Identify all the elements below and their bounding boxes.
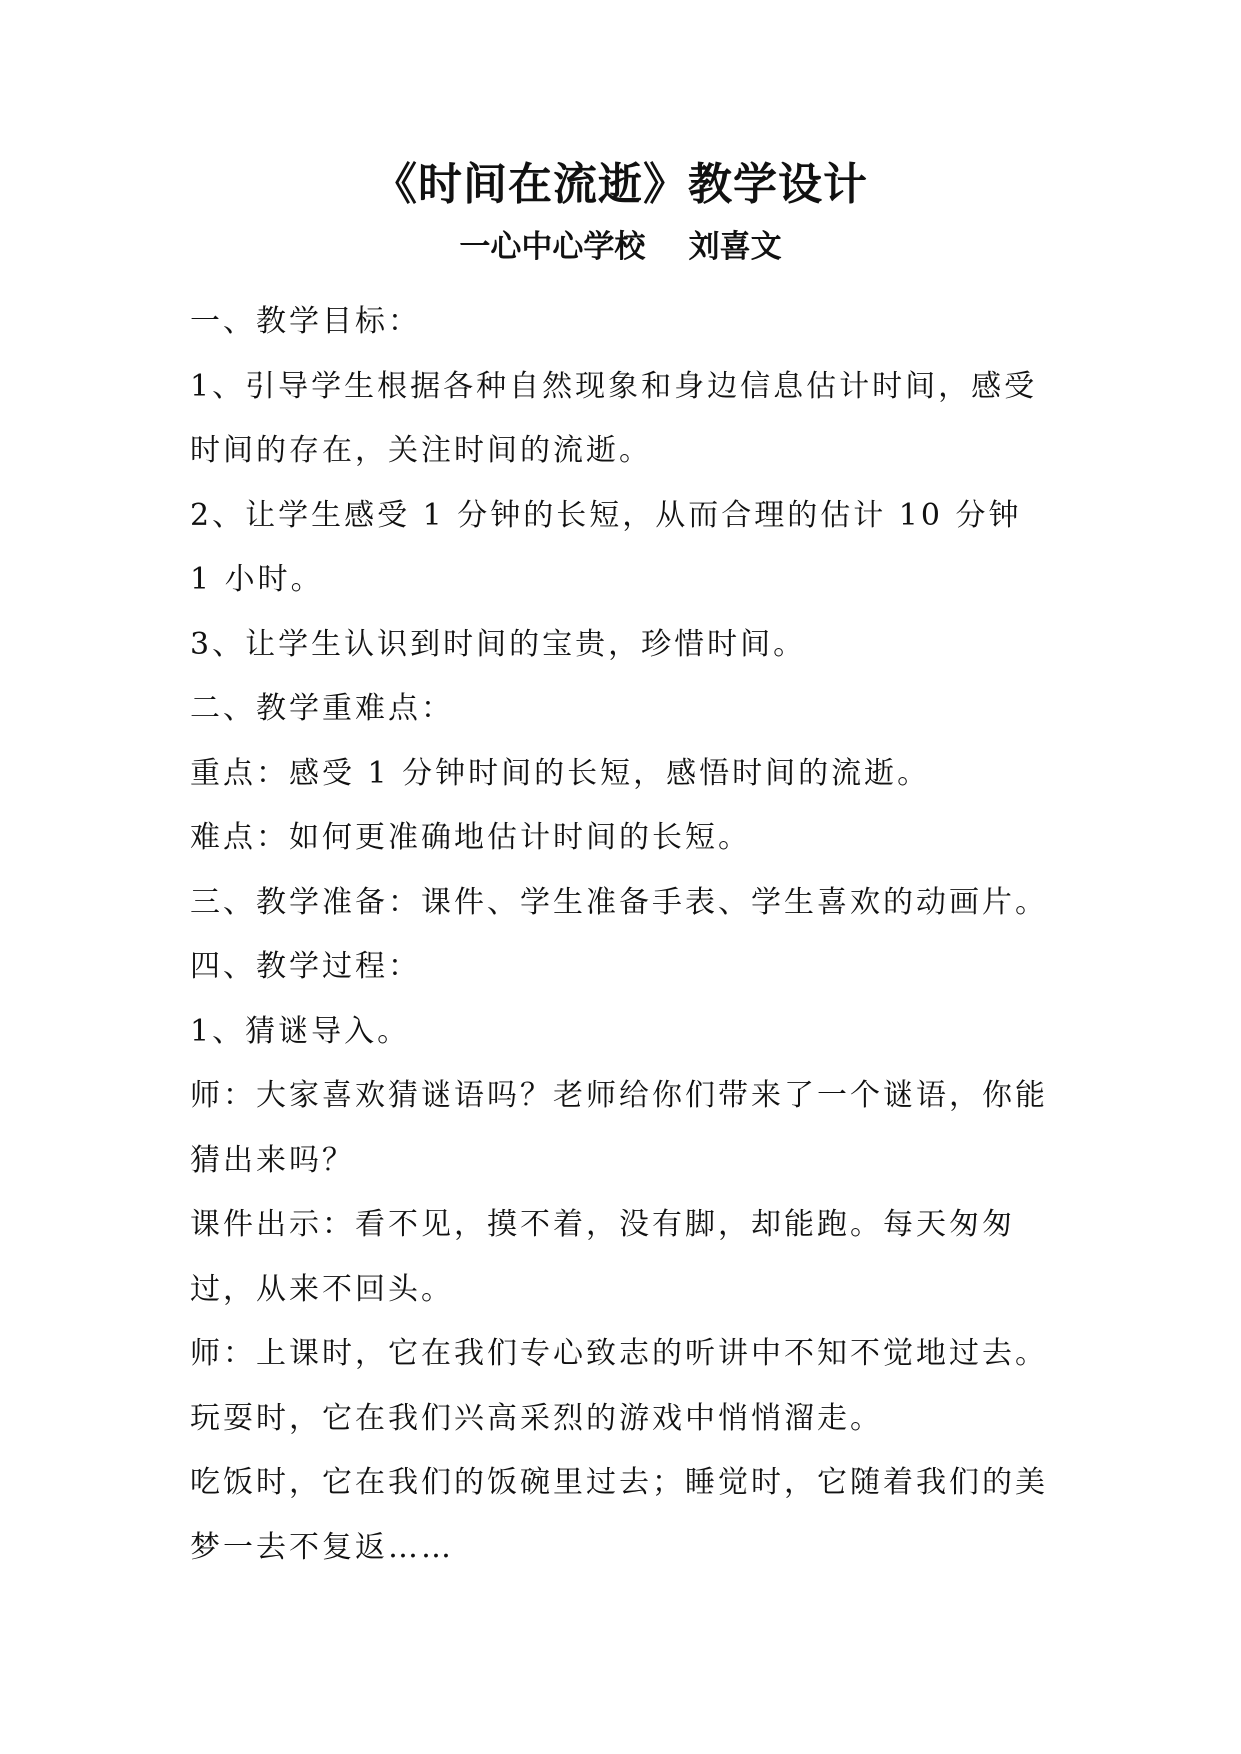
paragraph: 难点：如何更准确地估计时间的长短。: [190, 820, 751, 855]
paragraph: 重点：感受 1 分钟时间的长短，感悟时间的流逝。: [190, 755, 931, 791]
paragraph: 2、让学生感受 1 分钟的长短，从而合理的估计 10 分钟 1 小时。: [190, 497, 1022, 597]
paragraph: 课件出示：看不见，摸不着，没有脚，却能跑。每天匆匆过，从来不回头。: [190, 1207, 1015, 1307]
paragraph: 1、引导学生根据各种自然现象和身边信息估计时间，感受时间的存在，关注时间的流逝。: [190, 368, 1038, 468]
paragraph: 玩耍时，它在我们兴高采烈的游戏中悄悄溜走。: [190, 1400, 883, 1436]
section-heading-key-points: 二、教学重难点：: [190, 691, 454, 726]
document-title: 《时间在流逝》教学设计: [373, 159, 868, 210]
paragraph: 师：上课时，它在我们专心致志的听讲中不知不觉地过去。: [190, 1336, 1048, 1371]
paragraph: 1、猜谜导入。: [190, 1013, 411, 1049]
document-body: [190, 290, 1050, 1580]
section-heading-preparation: 三、教学准备：课件、学生准备手表、学生喜欢的动画片。: [190, 884, 1048, 920]
paragraph: 3、让学生认识到时间的宝贵，珍惜时间。: [190, 626, 807, 662]
section-heading-objectives: 一、教学目标：: [190, 304, 421, 339]
section-heading-process: 四、教学过程：: [190, 949, 421, 984]
paragraph: 吃饭时，它在我们的饭碗里过去；睡觉时，它随着我们的美梦一去不复返……: [190, 1465, 1048, 1565]
paragraph: 师：大家喜欢猜谜语吗？老师给你们带来了一个谜语，你能猜出来吗？: [190, 1078, 1048, 1178]
author-line: 一心中心学校 刘喜文: [459, 229, 782, 265]
